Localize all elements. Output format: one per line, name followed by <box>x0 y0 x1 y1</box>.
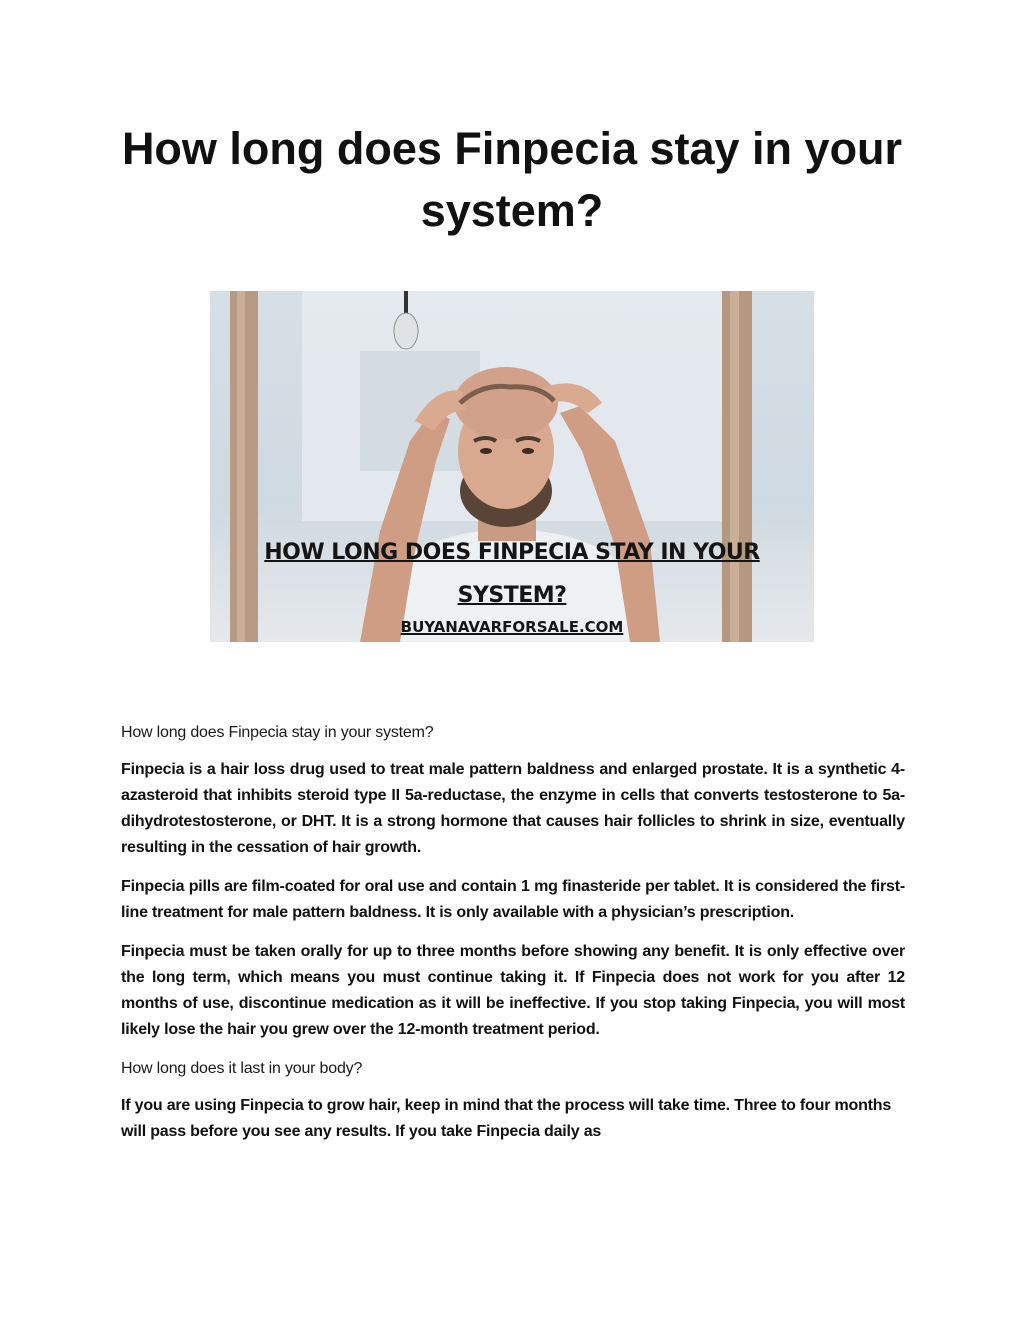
article-body <box>121 720 905 1158</box>
paragraph: Finpecia is a hair loss drug used to treat male pattern baldness and enlarged prostate. It is a synthetic 4-azasteroid that inhibits steroid type II 5a-reductase, the enzyme in cells that converts testosterone to 5a-dihydrotestosterone, or DHT. It is a strong hormone that causes hair follicles to shrink in size, eventually resulting in the cessation of hair growth. <box>121 761 905 856</box>
hero-caption-line1: HOW LONG DOES FINPECIA STAY IN YOUR <box>264 540 760 565</box>
hero-caption-website: BUYANAVARFORSALE.COM <box>400 618 624 636</box>
section-heading: How long does Finpecia stay in your system? <box>121 724 434 741</box>
hero-caption-line2: SYSTEM? <box>457 583 567 608</box>
paragraph: Finpecia must be taken orally for up to three months before showing any benefit. It is only effective over the long term, which means you must continue taking it. If Finpecia does not work for you after 12 months of use, discontinue medication as it will be ineffective. If you stop taking Finpecia, you will most likely lose the hair you grew over the 12-month treatment period. <box>121 943 905 1038</box>
page-title: How long does Finpecia stay in your system? <box>121 123 903 236</box>
paragraph: If you are using Finpecia to grow hair, keep in mind that the process will take time. Three to four months will pass before you see any results. If you take Finpecia daily as <box>121 1097 892 1140</box>
paragraph: Finpecia pills are film-coated for oral use and contain 1 mg finasteride per tablet. It is considered the first-line treatment for male pattern baldness. It is only available with a physician’s prescription. <box>121 878 905 921</box>
hero-image <box>210 291 814 642</box>
section-heading: How long does it last in your body? <box>121 1060 363 1077</box>
